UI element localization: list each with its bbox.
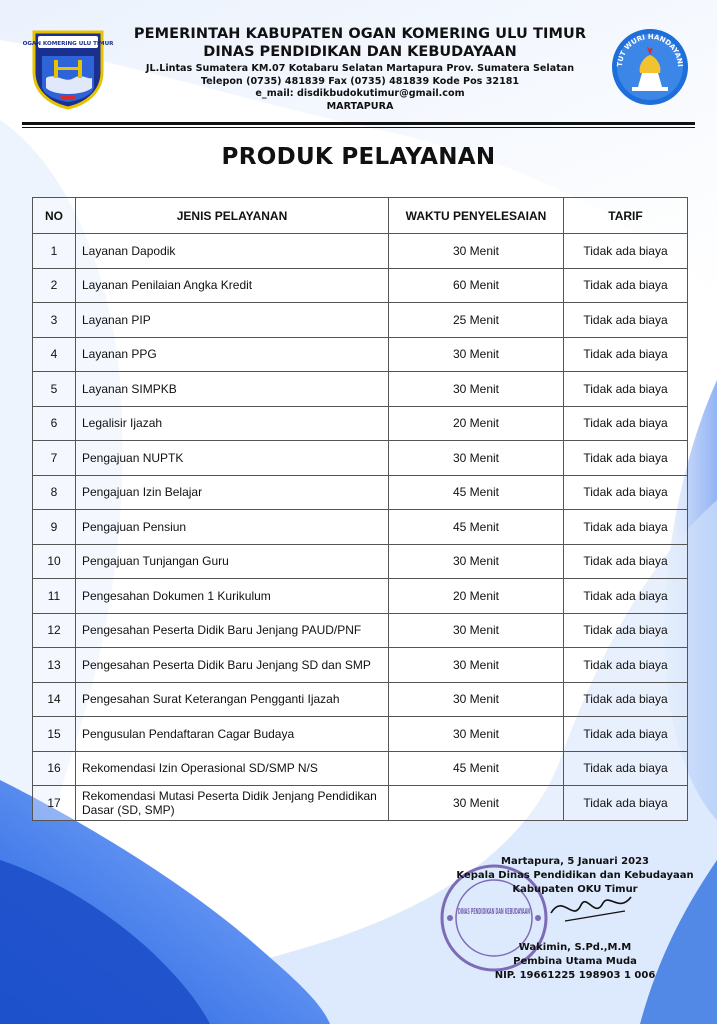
row-no: 8: [33, 475, 76, 510]
row-jenis: Layanan PIP: [76, 303, 389, 338]
table-row: [33, 372, 688, 407]
row-no: 15: [33, 717, 76, 752]
row-jenis: Layanan PPG: [76, 337, 389, 372]
table-row: [33, 717, 688, 752]
row-tarif: Tidak ada biaya: [564, 234, 688, 269]
letterhead-city: MARTAPURA: [326, 100, 394, 112]
row-no: 13: [33, 648, 76, 683]
row-waktu: 25 Menit: [389, 303, 564, 338]
row-waktu: 45 Menit: [389, 510, 564, 545]
row-jenis: Pengesahan Surat Keterangan Pengganti Ijazah: [76, 682, 389, 717]
row-tarif: Tidak ada biaya: [564, 441, 688, 476]
row-waktu: 30 Menit: [389, 648, 564, 683]
row-jenis: Layanan SIMPKB: [76, 372, 389, 407]
table-row: [33, 682, 688, 717]
column-header-tarif: TARIF: [564, 198, 688, 234]
row-no: 11: [33, 579, 76, 614]
row-waktu: 30 Menit: [389, 544, 564, 579]
table-row: [33, 648, 688, 683]
column-header-no: NO: [33, 198, 76, 234]
row-tarif: Tidak ada biaya: [564, 717, 688, 752]
row-no: 4: [33, 337, 76, 372]
row-tarif: Tidak ada biaya: [564, 303, 688, 338]
logo-left-text: OGAN KOMERING ULU TIMUR: [22, 41, 114, 47]
row-jenis: Pengusulan Pendaftaran Cagar Budaya: [76, 717, 389, 752]
row-no: 10: [33, 544, 76, 579]
letterhead-address: JL.Lintas Sumatera KM.07 Kotabaru Selatan Martapura Prov. Sumatera Selatan: [145, 63, 575, 74]
row-tarif: Tidak ada biaya: [564, 510, 688, 545]
row-tarif: Tidak ada biaya: [564, 648, 688, 683]
table-row: [33, 786, 688, 821]
row-no: 17: [33, 786, 76, 821]
row-jenis: Pengajuan Tunjangan Guru: [76, 544, 389, 579]
letterhead-agency: DINAS PENDIDIKAN DAN KEBUDAYAAN: [203, 44, 517, 60]
table-row: [33, 510, 688, 545]
row-no: 2: [33, 268, 76, 303]
row-jenis: Pengesahan Peserta Didik Baru Jenjang SD dan SMP: [76, 648, 389, 683]
table-header-row: [33, 198, 688, 234]
row-waktu: 30 Menit: [389, 682, 564, 717]
row-jenis: Rekomendasi Izin Operasional SD/SMP N/S: [76, 751, 389, 786]
page-title: PRODUK PELAYANAN: [221, 144, 496, 170]
signature-region: Kabupaten OKU Timur: [512, 884, 638, 895]
row-waktu: 30 Menit: [389, 717, 564, 752]
row-waktu: 30 Menit: [389, 441, 564, 476]
signature-position: Kepala Dinas Pendidikan dan Kebudayaan: [456, 870, 694, 881]
tut-wuri-handayani-logo: [610, 27, 690, 107]
row-tarif: Tidak ada biaya: [564, 475, 688, 510]
letterhead-email: e_mail: disdikbudokutimur@gmail.com: [255, 88, 465, 99]
table-row: [33, 544, 688, 579]
row-waktu: 45 Menit: [389, 475, 564, 510]
row-tarif: Tidak ada biaya: [564, 372, 688, 407]
signature-rank: Pembina Utama Muda: [513, 956, 637, 967]
row-waktu: 20 Menit: [389, 579, 564, 614]
table-row: [33, 303, 688, 338]
row-tarif: Tidak ada biaya: [564, 751, 688, 786]
table-row: [33, 475, 688, 510]
row-jenis: Pengesahan Peserta Didik Baru Jenjang PAUD/PNF: [76, 613, 389, 648]
logo-right-text: TUT WURI HANDAYANI: [615, 32, 685, 68]
row-tarif: Tidak ada biaya: [564, 406, 688, 441]
row-jenis: Pengajuan NUPTK: [76, 441, 389, 476]
signature-block: [440, 855, 710, 983]
row-waktu: 30 Menit: [389, 372, 564, 407]
row-jenis: Rekomendasi Mutasi Peserta Didik Jenjang Pendidikan Dasar (SD, SMP): [76, 786, 389, 821]
row-waktu: 30 Menit: [389, 613, 564, 648]
table-row: [33, 234, 688, 269]
row-no: 9: [33, 510, 76, 545]
letterhead: [110, 26, 610, 113]
row-tarif: Tidak ada biaya: [564, 337, 688, 372]
row-tarif: Tidak ada biaya: [564, 786, 688, 821]
row-waktu: 20 Menit: [389, 406, 564, 441]
letterhead-government: PEMERINTAH KABUPATEN OGAN KOMERING ULU TIMUR: [133, 26, 587, 42]
row-waktu: 30 Menit: [389, 337, 564, 372]
row-tarif: Tidak ada biaya: [564, 682, 688, 717]
table-row: [33, 751, 688, 786]
row-jenis: Pengajuan Izin Belajar: [76, 475, 389, 510]
table-row: [33, 406, 688, 441]
letterhead-rule-thick: [22, 122, 695, 125]
table-row: [33, 613, 688, 648]
table-row: [33, 337, 688, 372]
row-waktu: 30 Menit: [389, 786, 564, 821]
row-jenis: Layanan Dapodik: [76, 234, 389, 269]
letterhead-rule-thin: [22, 127, 695, 128]
row-no: 12: [33, 613, 76, 648]
column-header-waktu: WAKTU PENYELESAIAN: [389, 198, 564, 234]
row-no: 5: [33, 372, 76, 407]
row-tarif: Tidak ada biaya: [564, 579, 688, 614]
row-no: 1: [33, 234, 76, 269]
service-table: [32, 197, 688, 821]
column-header-jenis: JENIS PELAYANAN: [76, 198, 389, 234]
row-no: 6: [33, 406, 76, 441]
row-waktu: 30 Menit: [389, 234, 564, 269]
letterhead-phone: Telepon (0735) 481839 Fax (0735) 481839 Kode Pos 32181: [200, 75, 520, 87]
signature-place-date: Martapura, 5 Januari 2023: [501, 856, 649, 867]
stamp-text: DINAS PENDIDIKAN DAN KEBUDAYAAN: [458, 907, 530, 916]
regency-logo: [22, 26, 114, 110]
row-tarif: Tidak ada biaya: [564, 544, 688, 579]
table-row: [33, 579, 688, 614]
row-tarif: Tidak ada biaya: [564, 268, 688, 303]
row-jenis: Layanan Penilaian Angka Kredit: [76, 268, 389, 303]
signature-name: Wakimin, S.Pd.,M.M: [518, 942, 632, 953]
row-waktu: 60 Menit: [389, 268, 564, 303]
row-no: 16: [33, 751, 76, 786]
row-jenis: Legalisir Ijazah: [76, 406, 389, 441]
row-jenis: Pengesahan Dokumen 1 Kurikulum: [76, 579, 389, 614]
signature-nip: NIP. 19661225 198903 1 006: [494, 970, 656, 981]
row-tarif: Tidak ada biaya: [564, 613, 688, 648]
row-jenis: Pengajuan Pensiun: [76, 510, 389, 545]
table-row: [33, 441, 688, 476]
table-row: [33, 268, 688, 303]
row-no: 7: [33, 441, 76, 476]
row-no: 14: [33, 682, 76, 717]
row-waktu: 45 Menit: [389, 751, 564, 786]
row-no: 3: [33, 303, 76, 338]
